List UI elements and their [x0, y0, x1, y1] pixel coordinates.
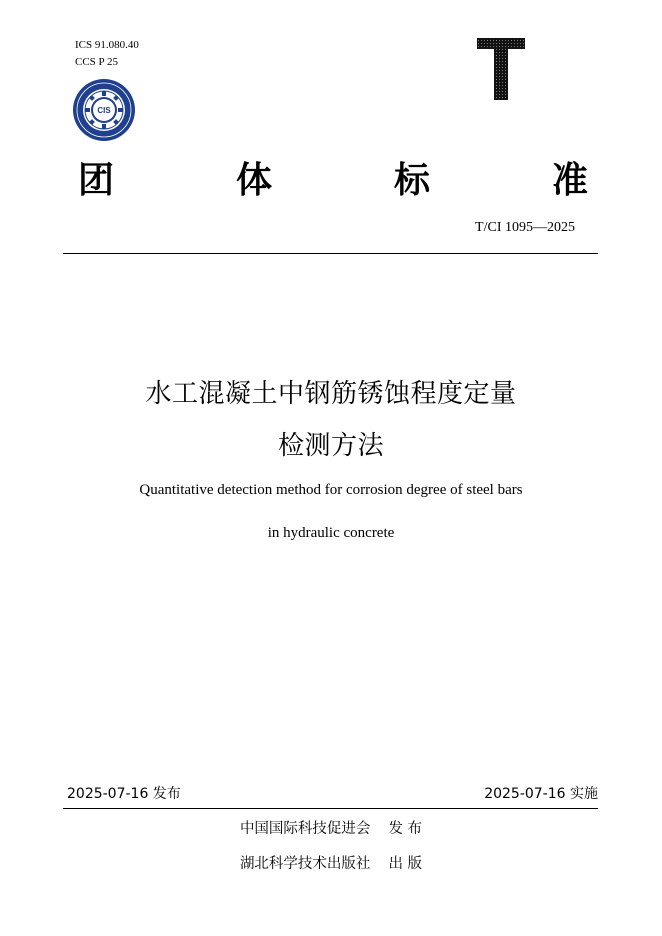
footer-divider: [63, 808, 598, 809]
header-divider: [63, 253, 598, 254]
type-char-1: 团: [78, 159, 115, 201]
press-org: 湖北科学技术出版社: [239, 856, 371, 872]
press-line: [0, 852, 662, 873]
publisher-action: 发 布: [388, 821, 423, 837]
ics-code: ICS 91.080.40: [75, 39, 139, 51]
issue-date: 2025-07-16 发布: [67, 786, 181, 802]
implementation-date: 2025-07-16 实施: [484, 786, 598, 802]
type-char-2: 体: [235, 159, 272, 201]
publisher-line: [0, 817, 662, 838]
standard-type-letter: [474, 36, 528, 102]
press-action: 出 版: [388, 856, 423, 872]
title-chinese-line-2: 检测方法: [277, 431, 384, 461]
title-english-line-1: Quantitative detection method for corrosion degree of steel bars: [139, 482, 523, 498]
standard-type-heading: [78, 152, 588, 202]
type-char-4: 准: [551, 159, 588, 201]
type-char-3: 标: [393, 159, 430, 201]
publisher-org: 中国国际科技促进会: [239, 821, 371, 837]
standard-number: T/CI 1095—2025: [475, 220, 575, 235]
title-chinese-line-1: 水工混凝土中钢筋锈蚀程度定量: [145, 379, 517, 409]
ccs-code: CCS P 25: [75, 56, 119, 68]
logo-center-text: CIS: [97, 106, 111, 115]
title-english-line-2: in hydraulic concrete: [267, 525, 395, 541]
cis-logo: [72, 78, 136, 142]
